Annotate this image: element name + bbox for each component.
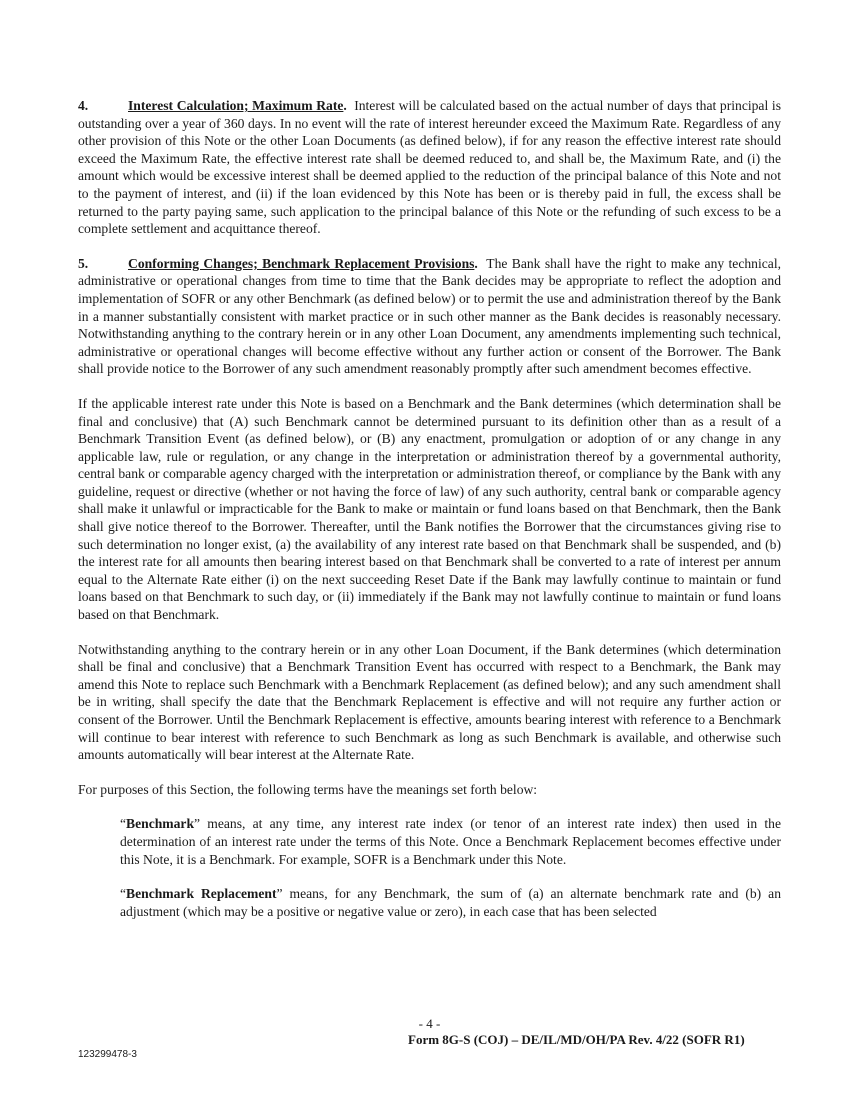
section-5-text: The Bank shall have the right to make any technical, administrative or operational changes from time to time that the Bank decides may be appropriate to reflect the adoption and implementation of SOFR or any other Benchmark (as defined below) or to permit the use and administration thereof by the Bank in a manner substantially consistent with market practice or in such other manner as the Bank decides is reasonably necessary. Notwithstanding anything to the contrary herein or in any other Loan Document, any amendments implementing such technical, administrative or operational changes will become effective without any further action or consent of the Borrower. The Bank shall provide notice to the Borrower of any such amendment reasonably promptly after such amendment becomes effective. [78, 255, 781, 377]
applicable-rate-paragraph: If the applicable interest rate under this Note is based on a Benchmark and the Bank determines (which determination shall be final and conclusive) that (A) such Benchmark cannot be determined pursuant to its definition other than as a result of a Benchmark Transition Event (as defined below), or (B) any enactment, promulgation or adoption of or any change in any applicable law, rule or regulation, or any change in the interpretation or administration thereof by a governmental authority, central bank or comparable agency charged with the interpretation or administration thereof, or compliance by the Bank with any guideline, request or directive (whether or not having the force of law) of any such authority, central bank or comparable agency shall make it unlawful or impracticable for the Bank to make or maintain or fund loans based on that Benchmark, then the Bank shall give notice thereof to the Borrower. Thereafter, until the Bank notifies the Borrower that the circumstances giving rise to such determination no longer exist, (a) the availability of any interest rate based on that Benchmark shall be suspended, and (b) the interest rate for all amounts then bearing interest based on that Benchmark shall be converted to a rate of interest per annum equal to the Alternate Rate either (i) on the next succeeding Reset Date if the Bank may lawfully continue to maintain or fund loans based on that Benchmark to such day, or (ii) immediately if the Bank may not lawfully continue to maintain or fund loans based on that Benchmark. [78, 395, 781, 623]
definition-text: means, for any Benchmark, the sum of (a) an alternate benchmark rate and (b) an adjustment (which may be a positive or negative value or zero), in each case that has been selected [120, 886, 781, 919]
definition-term: Benchmark [126, 816, 195, 832]
definition-close-quote: ” [194, 816, 201, 832]
definition-term: Benchmark Replacement [126, 886, 277, 902]
notwithstanding-paragraph: Notwithstanding anything to the contrary herein or in any other Loan Document, if the Bank determines (which determination shall be final and conclusive) that a Benchmark Transition Event has occurred with respect to a Benchmark, the Bank may amend this Note to replace such Benchmark with a Benchmark Replacement (as defined below); and any such amendment shall be in writing, shall specify the date that the Benchmark Replacement is effective and will not require any further action or consent of the Borrower. Until the Benchmark Replacement is effective, amounts bearing interest with reference to a Benchmark will continue to bear interest with reference to such Benchmark as long as such Benchmark is available, and otherwise such amounts automatically will bear interest at the Alternate Rate. [78, 641, 781, 763]
definition-text: means, at any time, any interest rate index (or tenor of an interest rate index) then used in the determination of an interest rate under the terms of this Note. Once a Benchmark Replacement becomes effective under this Note, it is a Benchmark. For example, SOFR is a Benchmark under this Note. [120, 816, 781, 867]
page-number: - 4 - [418, 1016, 441, 1031]
section-4-number: 4. [78, 98, 89, 113]
definition-open-quote: “ [120, 816, 127, 832]
section-4-title: Interest Calculation; Maximum Rate [128, 98, 344, 113]
section-5-title-period: . [474, 255, 478, 271]
form-identifier: Form 8G-S (COJ) – DE/IL/MD/OH/PA Rev. 4/22 (SOFR R1) [408, 1032, 745, 1047]
definition-close-quote: ” [276, 886, 283, 902]
definitions-intro-paragraph: For purposes of this Section, the following terms have the meanings set forth below: [78, 781, 538, 797]
definition-open-quote: “ [120, 886, 127, 902]
document-number: 123299478-3 [78, 1049, 137, 1060]
section-5-number: 5. [78, 255, 89, 271]
section-4-paragraph [78, 97, 781, 238]
section-4-text: Interest will be calculated based on the actual number of days that principal is outstanding over a year of 360 days. In no event will the rate of interest hereunder exceed the Maximum Rate. Regardless of any other provision of this Note or the other Loan Documents (as defined below), if for any reason the effective interest rate should exceed the Maximum Rate, the effective interest rate shall be deemed reduced to, and shall be, the Maximum Rate, and (i) the amount which would be excessive interest shall be deemed applied to the reduction of the principal balance of this Note and not to the payment of interest, and (ii) if the loan evidenced by this Note has been or is thereby paid in full, the excess shall be returned to the party paying same, such application to the principal balance of this Note or the refunding of such excess to be a complete settlement and acquittance thereof. [78, 98, 781, 237]
document-body [78, 97, 781, 937]
section-4-title-period: . [343, 98, 347, 113]
section-5-paragraph [78, 255, 781, 378]
section-5-title: Conforming Changes; Benchmark Replacement Provisions [128, 255, 475, 271]
definition-benchmark-replacement [120, 885, 781, 920]
definition-benchmark [120, 815, 781, 868]
